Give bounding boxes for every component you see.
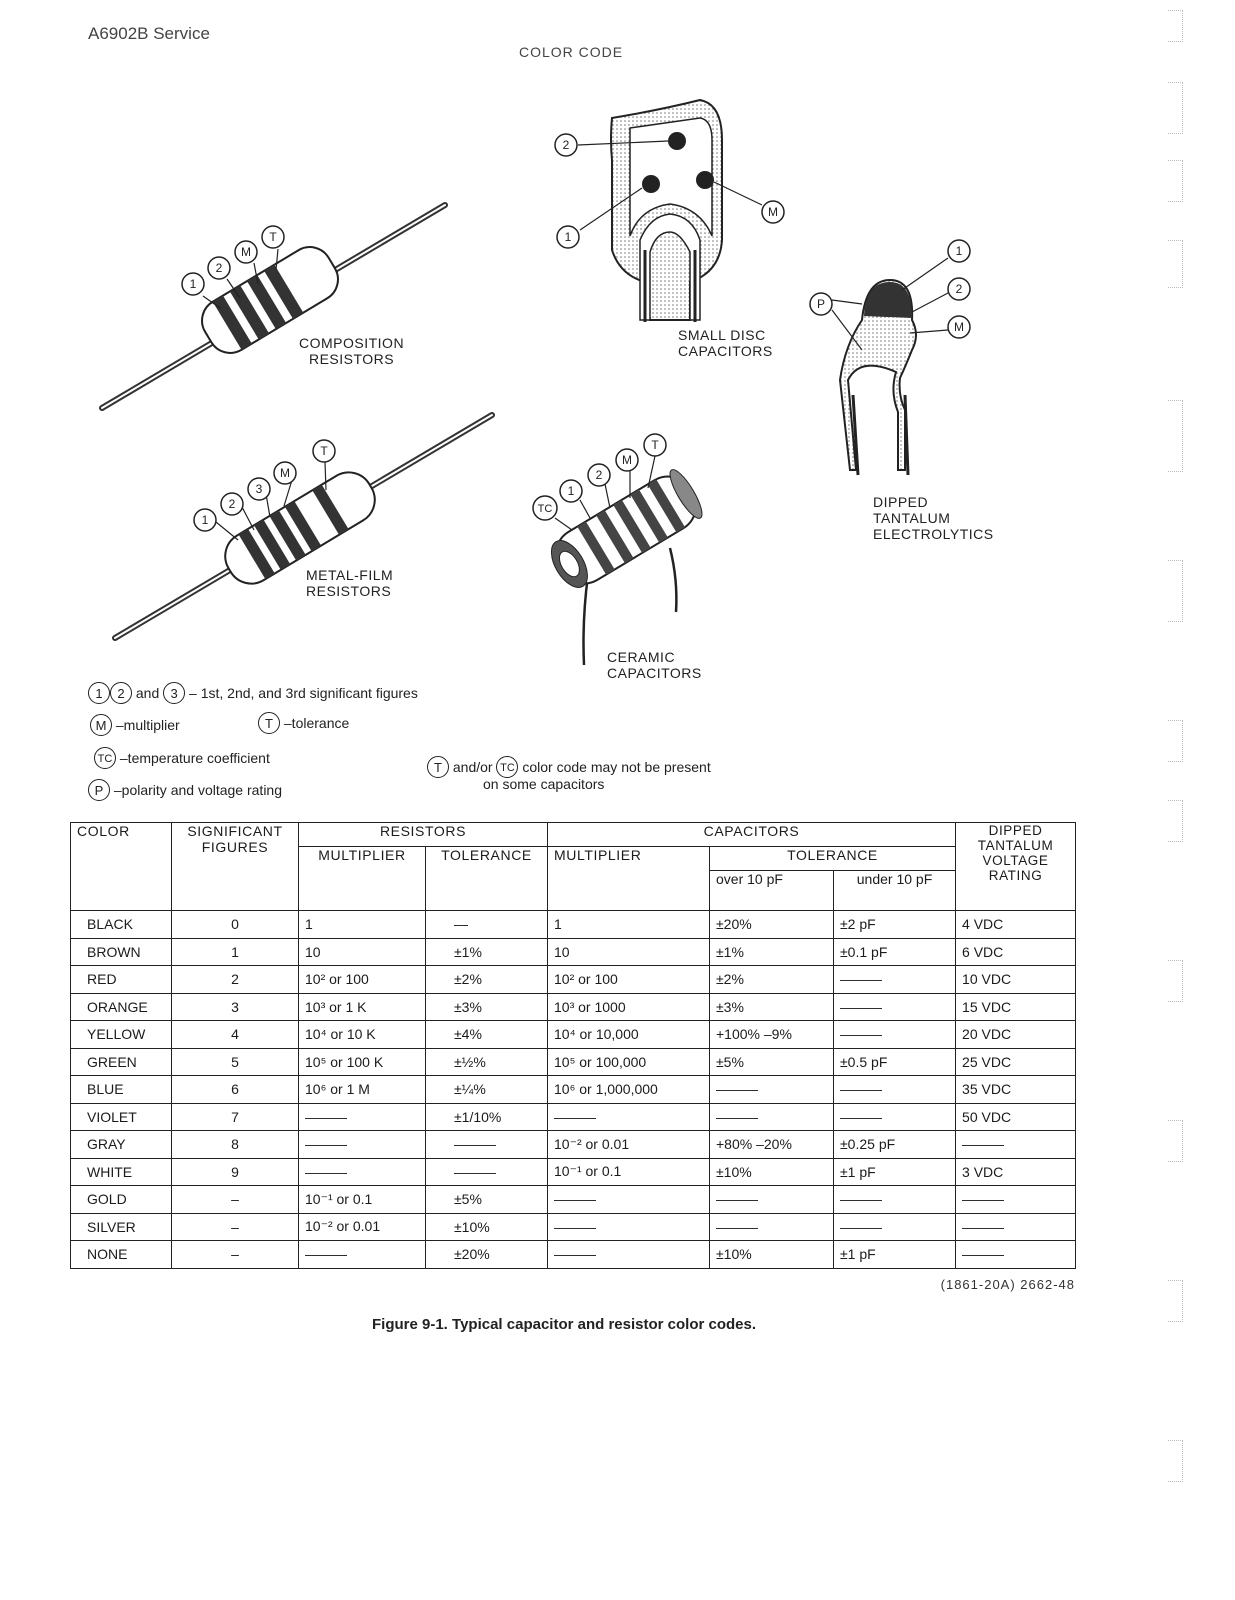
table-row	[71, 938, 1076, 966]
callout-3-icon	[248, 478, 270, 500]
callout-2-icon	[221, 493, 243, 515]
color-code-table	[70, 822, 1076, 1269]
cell-resistor-tolerance: ±½%	[426, 1048, 548, 1076]
cell-color: SILVER	[71, 1213, 172, 1241]
cell-capacitor-multiplier: ———	[548, 1241, 710, 1269]
header-significant-figures: SIGNIFICANT FIGURES	[172, 823, 299, 911]
callout-m-icon	[235, 241, 257, 263]
cell-resistor-multiplier: 10⁵ or 100 K	[299, 1048, 426, 1076]
cell-tolerance-over-10pf: +80% –20%	[710, 1131, 834, 1159]
cell-tolerance-over-10pf: ———	[710, 1076, 834, 1104]
figure-credit: (1861-20A) 2662-48	[940, 1277, 1075, 1292]
cell-resistor-tolerance: ———	[426, 1158, 548, 1186]
scan-artifact	[1168, 1120, 1183, 1162]
composition-resistors-label: COMPOSITION RESISTORS	[299, 335, 405, 367]
table-row	[71, 1158, 1076, 1186]
cell-tolerance-over-10pf: ±1%	[710, 938, 834, 966]
cell-tolerance-over-10pf: ±10%	[710, 1158, 834, 1186]
cell-color: GOLD	[71, 1186, 172, 1214]
figure-caption: Figure 9-1. Typical capacitor and resistor color codes.	[372, 1316, 757, 1333]
cell-tolerance-under-10pf: ±2 pF	[834, 911, 956, 939]
cell-resistor-tolerance: ±2%	[426, 966, 548, 994]
cell-capacitor-multiplier: ———	[548, 1186, 710, 1214]
small-disc-capacitor-drawing	[578, 100, 762, 322]
cell-resistor-multiplier: 10² or 100	[299, 966, 426, 994]
svg-text:M: M	[622, 453, 632, 467]
cell-tolerance-under-10pf: ±0.1 pF	[834, 938, 956, 966]
cell-tolerance-over-10pf: ———	[710, 1186, 834, 1214]
cell-capacitor-multiplier: ———	[548, 1103, 710, 1131]
cell-voltage-rating: 20 VDC	[956, 1021, 1076, 1049]
cell-resistor-tolerance: ±10%	[426, 1213, 548, 1241]
cell-tolerance-over-10pf: ———	[710, 1103, 834, 1131]
cell-color: GRAY	[71, 1131, 172, 1159]
callout-tc-icon	[533, 496, 557, 520]
header-resistor-tolerance: TOLERANCE	[426, 847, 548, 911]
svg-text:3: 3	[255, 482, 263, 496]
header-color: COLOR	[71, 823, 172, 911]
cell-voltage-rating: 10 VDC	[956, 966, 1076, 994]
svg-text:2: 2	[955, 282, 963, 296]
document-header: A6902B Service	[88, 24, 210, 43]
scan-artifact	[1168, 160, 1183, 202]
svg-text:TC: TC	[537, 503, 553, 515]
metal-film-resistors-label: METAL-FILM RESISTORS	[306, 567, 394, 599]
cell-voltage-rating: 4 VDC	[956, 911, 1076, 939]
scan-artifact	[1168, 1440, 1183, 1482]
color-code-table-body	[71, 911, 1076, 1269]
cell-resistor-tolerance: ±20%	[426, 1241, 548, 1269]
svg-text:T: T	[651, 438, 659, 452]
legend-multiplier: M –multiplier	[90, 714, 180, 736]
cell-capacitor-multiplier: 10⁻¹ or 0.1	[548, 1158, 710, 1186]
cell-tolerance-under-10pf: ———	[834, 1021, 956, 1049]
callout-1-icon	[194, 509, 216, 531]
ceramic-capacitors-label: CERAMIC CAPACITORS	[607, 649, 702, 681]
cell-tolerance-over-10pf: ±10%	[710, 1241, 834, 1269]
scan-artifact	[1168, 720, 1183, 762]
page-title: COLOR CODE	[519, 44, 624, 60]
scan-artifact	[1168, 82, 1183, 134]
cell-significant-figures: 3	[172, 993, 299, 1021]
cell-voltage-rating: 35 VDC	[956, 1076, 1076, 1104]
cell-capacitor-multiplier: 10⁻² or 0.01	[548, 1131, 710, 1159]
cell-resistor-tolerance: ±¼%	[426, 1076, 548, 1104]
cell-voltage-rating: ———	[956, 1213, 1076, 1241]
marker-p-icon: P	[88, 779, 110, 801]
cell-significant-figures: –	[172, 1186, 299, 1214]
header-capacitor-tolerance: TOLERANCE	[710, 847, 956, 871]
cell-resistor-multiplier: 10⁻² or 0.01	[299, 1213, 426, 1241]
marker-2-icon: 2	[110, 682, 132, 704]
callout-m-icon	[762, 201, 784, 223]
cell-resistor-multiplier: 10⁶ or 1 M	[299, 1076, 426, 1104]
callout-m-icon	[274, 462, 296, 484]
cell-resistor-multiplier: ———	[299, 1158, 426, 1186]
svg-text:2: 2	[228, 497, 236, 511]
metal-film-resistor-drawing	[115, 415, 492, 638]
cell-capacitor-multiplier: 10³ or 1000	[548, 993, 710, 1021]
header-resistors: RESISTORS	[299, 823, 548, 847]
cell-color: RED	[71, 966, 172, 994]
marker-1-icon: 1	[88, 682, 110, 704]
cell-tolerance-under-10pf: ———	[834, 1103, 956, 1131]
cell-tolerance-over-10pf: ±20%	[710, 911, 834, 939]
cell-capacitor-multiplier: 10⁴ or 10,000	[548, 1021, 710, 1049]
cell-resistor-tolerance: ±4%	[426, 1021, 548, 1049]
callout-m-icon	[616, 449, 638, 471]
callout-2-icon	[588, 464, 610, 486]
cell-color: ORANGE	[71, 993, 172, 1021]
cell-tolerance-under-10pf: ———	[834, 1213, 956, 1241]
table-row	[71, 1241, 1076, 1269]
table-row	[71, 1213, 1076, 1241]
scan-artifact	[1168, 1280, 1183, 1322]
scan-artifact	[1168, 800, 1183, 842]
marker-3-icon: 3	[163, 682, 185, 704]
cell-resistor-multiplier: ———	[299, 1103, 426, 1131]
cell-tolerance-under-10pf: ———	[834, 993, 956, 1021]
cell-resistor-tolerance: ±1/10%	[426, 1103, 548, 1131]
table-row	[71, 1131, 1076, 1159]
cell-resistor-multiplier: 1	[299, 911, 426, 939]
small-disc-capacitors-label: SMALL DISC CAPACITORS	[678, 327, 773, 359]
table-row	[71, 993, 1076, 1021]
legend-tolerance: T –tolerance	[258, 712, 349, 734]
legend-note: T and/or TC color code may not be present on some capacitors	[427, 756, 711, 792]
scan-artifact	[1168, 960, 1183, 1002]
cell-tolerance-over-10pf: ±3%	[710, 993, 834, 1021]
svg-text:1: 1	[564, 230, 572, 244]
cell-tolerance-over-10pf: ±2%	[710, 966, 834, 994]
table-row	[71, 1186, 1076, 1214]
cell-voltage-rating: ———	[956, 1131, 1076, 1159]
marker-tc-icon: TC	[94, 747, 116, 769]
callout-2-icon	[208, 257, 230, 279]
cell-resistor-tolerance: ±1%	[426, 938, 548, 966]
cell-voltage-rating: 3 VDC	[956, 1158, 1076, 1186]
header-dipped-tantalum: DIPPED TANTALUM VOLTAGE RATING	[956, 823, 1076, 911]
table-row	[71, 1103, 1076, 1131]
svg-text:1: 1	[201, 513, 209, 527]
dipped-tantalum-drawing	[832, 258, 948, 475]
cell-tolerance-over-10pf: +100% –9%	[710, 1021, 834, 1049]
cell-resistor-tolerance: ±3%	[426, 993, 548, 1021]
callout-p-icon	[810, 293, 832, 315]
cell-significant-figures: 9	[172, 1158, 299, 1186]
svg-text:M: M	[241, 245, 251, 259]
cell-color: VIOLET	[71, 1103, 172, 1131]
svg-text:1: 1	[189, 277, 197, 291]
cell-color: BLACK	[71, 911, 172, 939]
cell-tolerance-under-10pf: ±0.25 pF	[834, 1131, 956, 1159]
callout-2-icon	[555, 134, 577, 156]
cell-voltage-rating: ———	[956, 1186, 1076, 1214]
table-row	[71, 911, 1076, 939]
marker-m-icon: M	[90, 714, 112, 736]
cell-voltage-rating: 6 VDC	[956, 938, 1076, 966]
cell-significant-figures: 4	[172, 1021, 299, 1049]
cell-capacitor-multiplier: 10² or 100	[548, 966, 710, 994]
legend-temperature-coefficient: TC –temperature coefficient	[94, 747, 270, 769]
svg-text:T: T	[320, 444, 328, 458]
callout-1-icon	[560, 480, 582, 502]
cell-color: BLUE	[71, 1076, 172, 1104]
header-under-10pf: under 10 pF	[834, 871, 956, 911]
cell-color: NONE	[71, 1241, 172, 1269]
svg-text:2: 2	[215, 261, 223, 275]
cell-resistor-tolerance: ———	[426, 1131, 548, 1159]
svg-text:2: 2	[595, 468, 603, 482]
dipped-tantalum-label: DIPPED TANTALUM ELECTROLYTICS	[873, 494, 994, 542]
legend-significant-figures: 1 2 and 3 – 1st, 2nd, and 3rd significant figures	[88, 682, 418, 704]
marker-t-icon: T	[427, 756, 449, 778]
cell-significant-figures: –	[172, 1213, 299, 1241]
header-over-10pf: over 10 pF	[710, 871, 834, 911]
svg-text:P: P	[816, 297, 826, 311]
callout-2-icon	[948, 278, 970, 300]
svg-text:2: 2	[562, 138, 570, 152]
cell-tolerance-under-10pf: ±1 pF	[834, 1158, 956, 1186]
cell-resistor-multiplier: 10⁻¹ or 0.1	[299, 1186, 426, 1214]
cell-resistor-tolerance: —	[426, 911, 548, 939]
callout-m-icon	[948, 316, 970, 338]
scan-artifact	[1168, 240, 1183, 288]
cell-voltage-rating: 15 VDC	[956, 993, 1076, 1021]
legend-note-line2: on some capacitors	[483, 776, 605, 792]
table-row	[71, 1076, 1076, 1104]
marker-t-icon: T	[258, 712, 280, 734]
cell-voltage-rating: ———	[956, 1241, 1076, 1269]
header-capacitor-multiplier: MULTIPLIER	[548, 847, 710, 911]
callout-1-icon	[182, 273, 204, 295]
table-row	[71, 1021, 1076, 1049]
scan-artifact	[1168, 400, 1183, 472]
svg-text:M: M	[768, 205, 778, 219]
cell-resistor-tolerance: ±5%	[426, 1186, 548, 1214]
cell-capacitor-multiplier: 10	[548, 938, 710, 966]
cell-significant-figures: 7	[172, 1103, 299, 1131]
cell-voltage-rating: 50 VDC	[956, 1103, 1076, 1131]
callout-1-icon	[557, 226, 579, 248]
cell-tolerance-under-10pf: ±1 pF	[834, 1241, 956, 1269]
cell-tolerance-over-10pf: ±5%	[710, 1048, 834, 1076]
svg-text:1: 1	[955, 244, 963, 258]
cell-significant-figures: 8	[172, 1131, 299, 1159]
cell-capacitor-multiplier: 10⁶ or 1,000,000	[548, 1076, 710, 1104]
scan-artifact	[1168, 560, 1183, 622]
cell-resistor-multiplier: 10	[299, 938, 426, 966]
header-capacitors: CAPACITORS	[548, 823, 956, 847]
callout-t-icon	[644, 434, 666, 456]
cell-tolerance-over-10pf: ———	[710, 1213, 834, 1241]
cell-significant-figures: 6	[172, 1076, 299, 1104]
cell-resistor-multiplier: 10³ or 1 K	[299, 993, 426, 1021]
svg-text:T: T	[269, 230, 277, 244]
svg-text:1: 1	[567, 484, 575, 498]
cell-color: GREEN	[71, 1048, 172, 1076]
table-row	[71, 1048, 1076, 1076]
cell-tolerance-under-10pf: ———	[834, 1076, 956, 1104]
cell-tolerance-under-10pf: ———	[834, 1186, 956, 1214]
cell-resistor-multiplier: ———	[299, 1131, 426, 1159]
callout-t-icon	[313, 440, 335, 462]
cell-resistor-multiplier: 10⁴ or 10 K	[299, 1021, 426, 1049]
cell-capacitor-multiplier: 10⁵ or 100,000	[548, 1048, 710, 1076]
cell-voltage-rating: 25 VDC	[956, 1048, 1076, 1076]
svg-text:M: M	[954, 320, 964, 334]
cell-capacitor-multiplier: ———	[548, 1213, 710, 1241]
scan-artifact	[1168, 10, 1183, 42]
cell-tolerance-under-10pf: ———	[834, 966, 956, 994]
cell-significant-figures: 2	[172, 966, 299, 994]
cell-tolerance-under-10pf: ±0.5 pF	[834, 1048, 956, 1076]
marker-tc-icon: TC	[496, 756, 518, 778]
cell-significant-figures: 1	[172, 938, 299, 966]
header-resistor-multiplier: MULTIPLIER	[299, 847, 426, 911]
cell-resistor-multiplier: ———	[299, 1241, 426, 1269]
table-row	[71, 966, 1076, 994]
cell-capacitor-multiplier: 1	[548, 911, 710, 939]
cell-color: BROWN	[71, 938, 172, 966]
legend-polarity: P –polarity and voltage rating	[88, 779, 282, 801]
svg-text:M: M	[280, 466, 290, 480]
cell-significant-figures: 5	[172, 1048, 299, 1076]
cell-color: YELLOW	[71, 1021, 172, 1049]
cell-significant-figures: 0	[172, 911, 299, 939]
cell-color: WHITE	[71, 1158, 172, 1186]
callout-t-icon	[262, 226, 284, 248]
cell-significant-figures: –	[172, 1241, 299, 1269]
callout-1-icon	[948, 240, 970, 262]
